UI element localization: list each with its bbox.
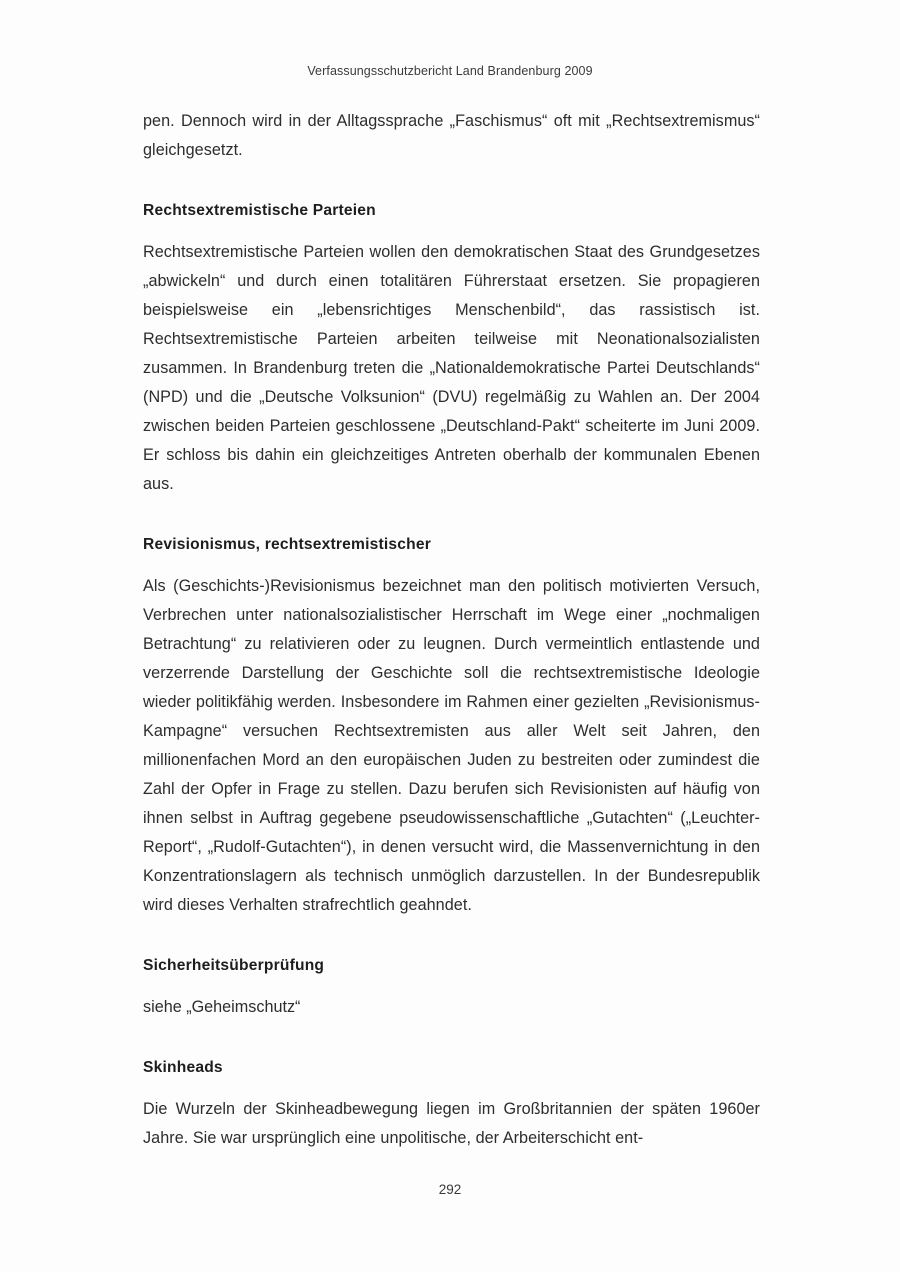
spacer xyxy=(143,1082,760,1095)
spacer xyxy=(143,225,760,238)
section-paragraph-sicherheitsueberpruefung: siehe „Geheimschutz“ xyxy=(143,998,301,1016)
spacer xyxy=(143,499,760,530)
spacer xyxy=(143,1022,760,1053)
spacer xyxy=(143,559,760,572)
section-paragraph-skinheads: Die Wurzeln der Skinheadbewegung liegen im Großbritannien der späten 1960er Jahre. Sie war ursprünglich eine unpolitische, der Arbeiterschicht ent- xyxy=(143,1100,760,1147)
spacer xyxy=(143,920,760,951)
section-heading-revisionismus: Revisionismus, rechtsextremistischer xyxy=(143,536,432,553)
section-paragraph-rechtsextremistische-parteien: Rechtsextremistische Parteien wollen den demokratischen Staat des Grundgesetzes „abwickeln“ und durch einen totalitären Führerstaat ersetzen. Sie propagieren beispielsweise ein „lebensrichtiges Menschenbild“, das rassistisch ist. Rechtsextremistische Parteien arbeiten teilweise mit Neonationalsozialisten zusammen. In Brandenburg treten die „Nationaldemokratische Partei Deutschlands“ (NPD) und die „Deutsche Volksunion“ (DVU) regelmäßig zu Wahlen an. Der 2004 zwischen beiden Parteien geschlossene „Deutschland-Pakt“ scheiterte im Juni 2009. Er schloss bis dahin ein gleichzeitiges Antreten oberhalb der kommunalen Ebenen aus. xyxy=(143,243,760,493)
running-head: Verfassungsschutzbericht Land Brandenburg 2009 xyxy=(307,64,593,78)
page-number: 292 xyxy=(438,1182,462,1197)
section-heading-skinheads: Skinheads xyxy=(143,1059,223,1076)
section-heading-rechtsextremistische-parteien: Rechtsextremistische Parteien xyxy=(143,202,376,219)
section-paragraph-revisionismus: Als (Geschichts-)Revisionismus bezeichnet man den politisch motivierten Versuch, Verbrechen unter nationalsozialistischer Herrschaft im Wege einer „nochmaligen Betrachtung“ zu relativieren oder zu leugnen. Durch vermeintlich entlastende und verzerrende Darstellung der Geschichte soll die rechtsextremistische Ideologie wieder politikfähig werden. Insbesondere im Rahmen einer gezielten „Revisionismus-Kampagne“ versuchen Rechtsextremisten aus aller Welt seit Jahren, den millionenfachen Mord an den europäischen Juden zu bestreiten oder zumindest die Zahl der Opfer in Frage zu stellen. Dazu berufen sich Revisionisten auf häufig von ihnen selbst in Auftrag gegebene pseudowissenschaftliche „Gutachten“ („Leuchter-Report“, „Rudolf-Gutachten“), in denen versucht wird, die Massenvernichtung in den Konzentrationslagern als technisch unmöglich darzustellen. In der Bundesrepublik wird dieses Verhalten strafrechtlich geahndet. xyxy=(143,577,760,914)
spacer xyxy=(143,980,760,993)
section-heading-sicherheitsueberpruefung: Sicherheitsüberprüfung xyxy=(143,957,325,974)
text-column xyxy=(143,107,760,1153)
spacer xyxy=(143,165,760,196)
intro-paragraph: pen. Dennoch wird in der Alltagssprache „Faschismus“ oft mit „Rechtsextremismus“ gleichgesetzt. xyxy=(143,112,760,159)
